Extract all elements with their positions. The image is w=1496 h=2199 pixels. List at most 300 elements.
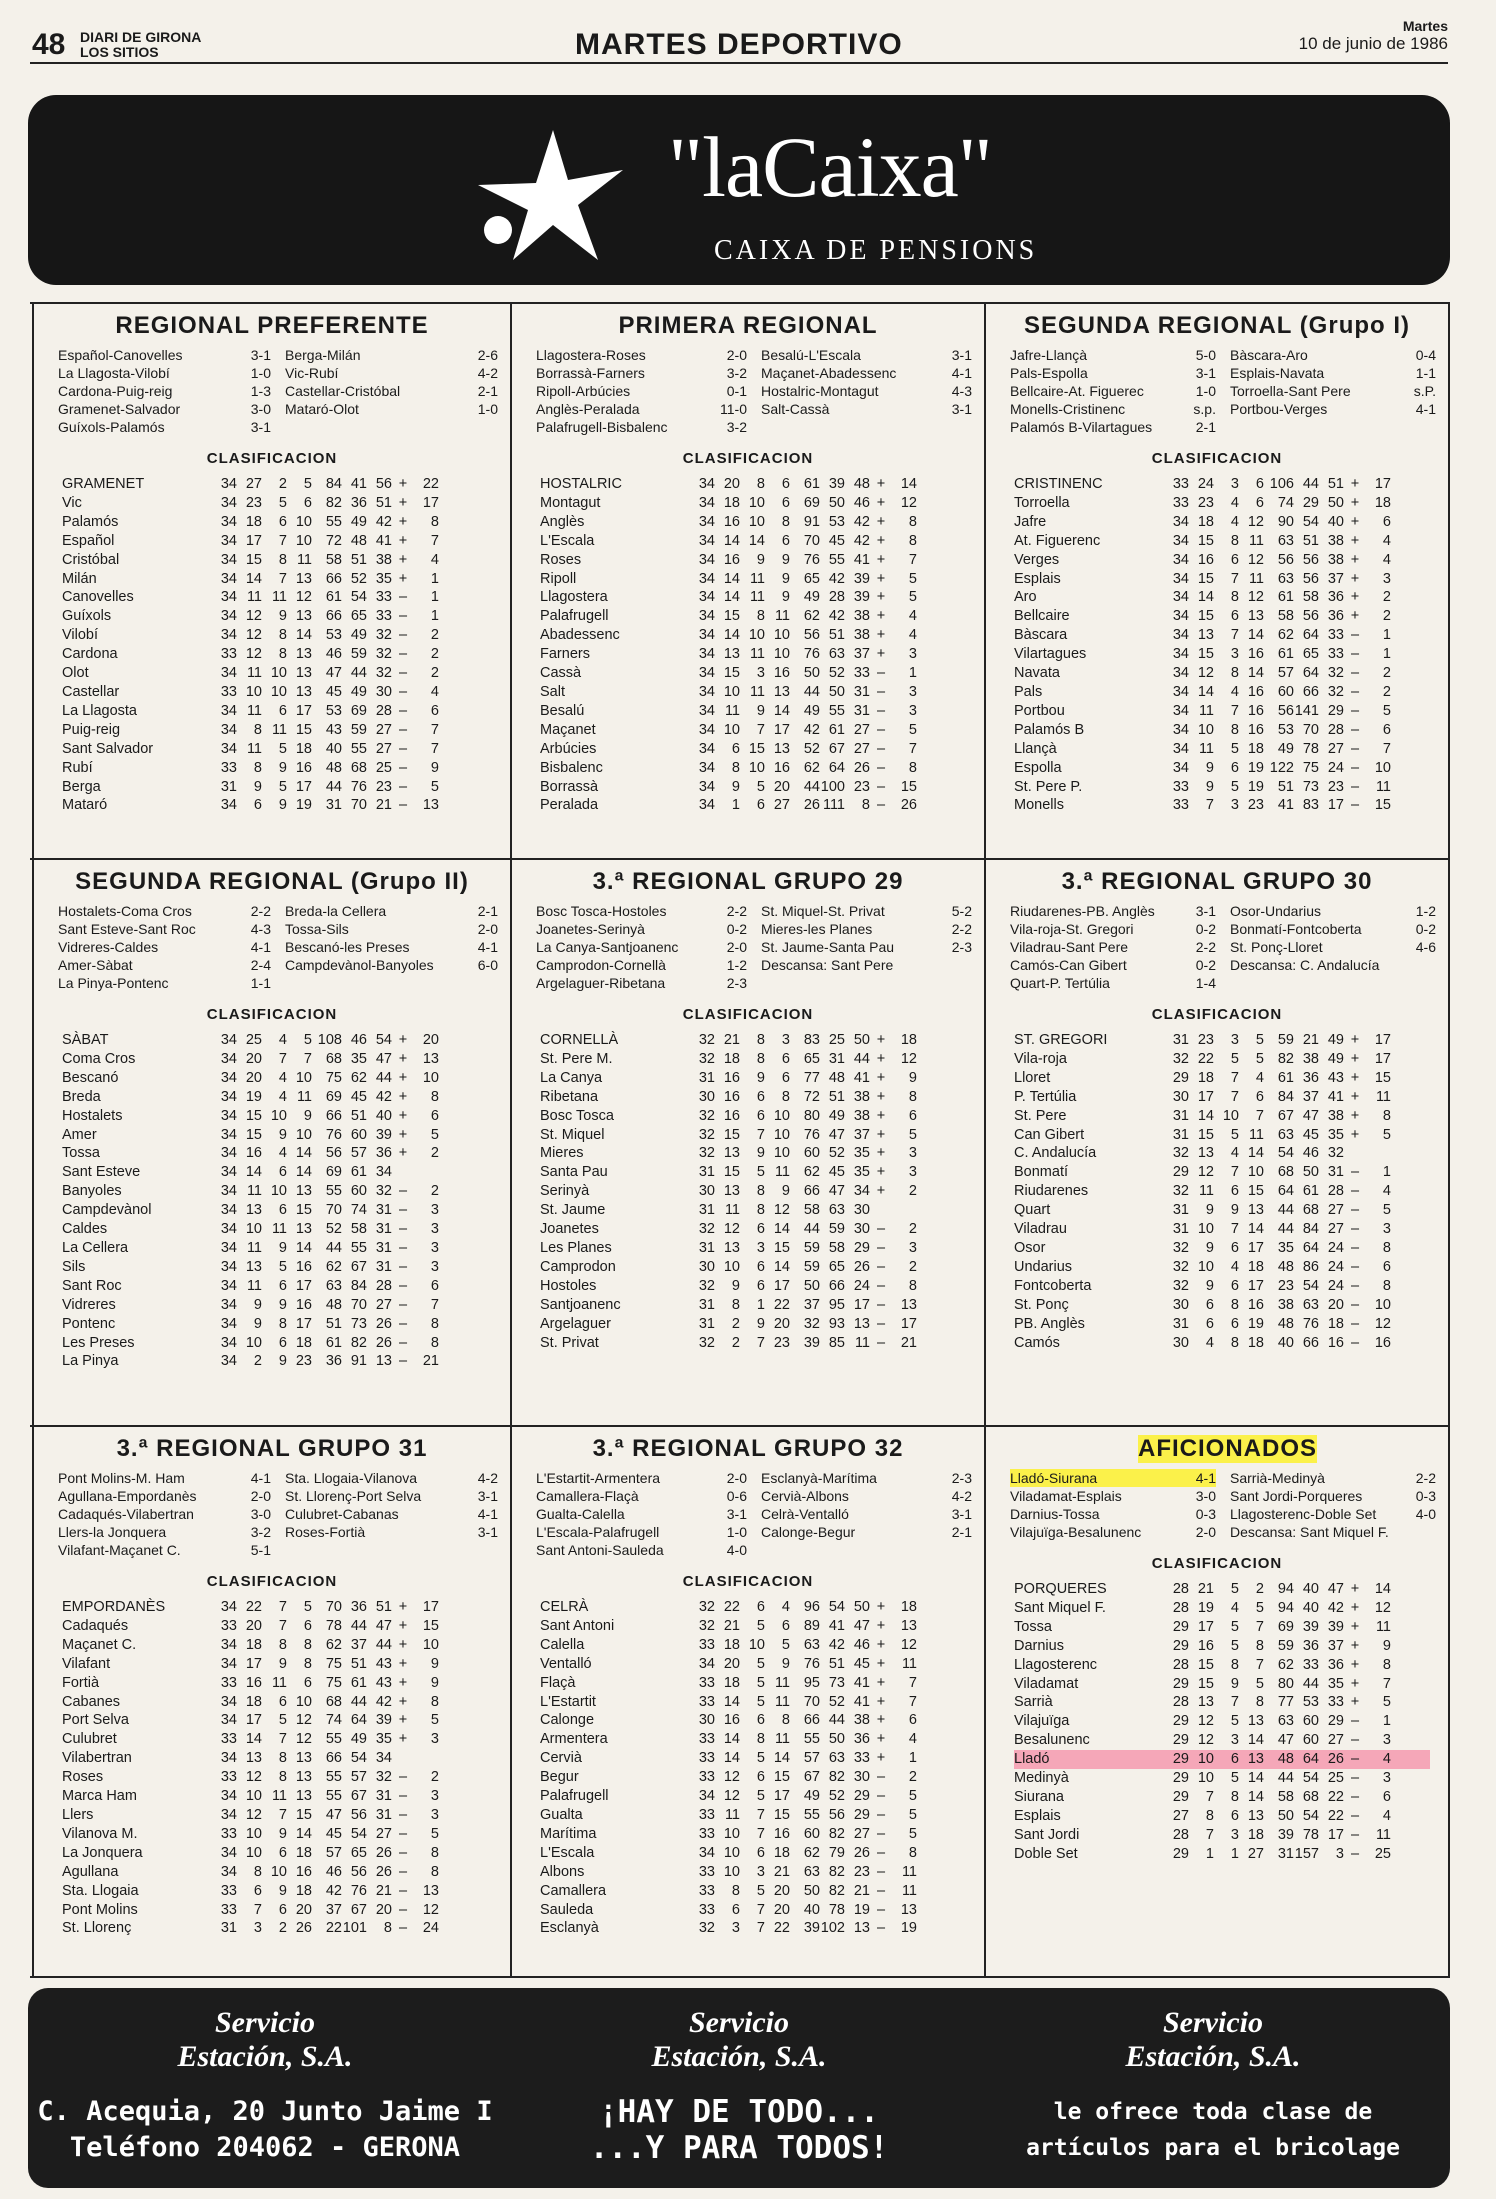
team-name: Llagosterenc [1014, 1656, 1098, 1673]
diff-value: 8 [908, 759, 917, 776]
won: 10 [1197, 1751, 1214, 1768]
won: 14 [1197, 683, 1214, 700]
drawn: 10 [270, 683, 287, 700]
points: 38 [853, 1088, 870, 1105]
match-result [285, 1505, 498, 1523]
table-row [1014, 1107, 1430, 1126]
diff-value: 7 [430, 532, 439, 549]
goals-against: 82 [828, 1769, 845, 1786]
ad-logo [976, 2006, 1450, 2074]
drawn: 5 [756, 1674, 765, 1691]
footer-column [502, 1988, 976, 2188]
match-teams: Portbou-Verges [1230, 401, 1328, 417]
table-row [540, 1693, 966, 1712]
goals-for: 47 [325, 665, 342, 682]
played: 34 [698, 740, 715, 757]
match-result [536, 1505, 747, 1523]
table-row [540, 1844, 966, 1863]
goals-for: 39 [1277, 1826, 1294, 1843]
team-name: Llers [62, 1806, 94, 1823]
table-row [62, 607, 492, 626]
diff-sign: – [1350, 1183, 1360, 1200]
won: 12 [723, 1221, 740, 1238]
won: 12 [245, 608, 262, 625]
table-row [1014, 1258, 1430, 1277]
won: 6 [253, 1882, 262, 1899]
played: 28 [1172, 1694, 1189, 1711]
points: 26 [375, 1863, 392, 1880]
match-result [761, 382, 972, 400]
diff-value: 15 [1374, 1069, 1391, 1086]
table-row [1014, 588, 1430, 607]
goals-for: 64 [1277, 1183, 1294, 1200]
won: 18 [723, 494, 740, 511]
team-name: La Canya [540, 1069, 603, 1086]
drawn: 6 [278, 1901, 287, 1918]
table-row [62, 740, 492, 759]
lost: 12 [773, 1202, 790, 1219]
drawn: 1 [1230, 1845, 1239, 1862]
points: 17 [1327, 1826, 1344, 1843]
team-name: Vilafant [62, 1655, 111, 1672]
clasificacion-heading: CLASIFICACION [1151, 450, 1283, 467]
drawn: 7 [278, 1806, 287, 1823]
played: 34 [698, 589, 715, 606]
team-name: Bescanó [62, 1069, 119, 1086]
team-name: Calella [540, 1636, 585, 1653]
diff-sign: – [398, 1844, 408, 1861]
table-row [540, 1863, 966, 1882]
standings-panel [36, 1429, 508, 1974]
played: 30 [1172, 1334, 1189, 1351]
issue-day: Martes [1402, 18, 1448, 34]
table-row [62, 513, 492, 532]
goals-for: 62 [803, 1844, 820, 1861]
drawn: 2 [278, 1920, 287, 1937]
points: 27 [375, 1825, 392, 1842]
match-result [1010, 1523, 1216, 1541]
team-name: Sant Antoni [540, 1617, 615, 1634]
diff-sign: – [1350, 1751, 1360, 1768]
table-row [540, 1201, 966, 1220]
diff-value: 11 [1375, 1088, 1391, 1105]
table-row [540, 1636, 966, 1655]
diff-value: 14 [900, 476, 917, 492]
diff-value: 10 [422, 1636, 439, 1653]
diff-sign: – [1350, 759, 1360, 776]
won: 9 [1205, 778, 1214, 795]
diff-sign: – [398, 702, 408, 719]
diff-sign: + [876, 1731, 886, 1748]
goals-against: 51 [828, 1088, 845, 1105]
diff-sign: – [1350, 1713, 1360, 1730]
played: 28 [1172, 1656, 1189, 1673]
goals-against: 54 [1302, 1807, 1319, 1824]
diff-value: 7 [908, 1674, 917, 1691]
table-row [1014, 1126, 1430, 1145]
goals-for: 22 [325, 1920, 342, 1937]
match-teams: Vila-roja-St. Gregori [1010, 921, 1134, 937]
diff-value: 21 [900, 1334, 917, 1351]
diff-value: 12 [900, 1050, 917, 1067]
played: 31 [698, 1296, 715, 1313]
team-name: Sant Salvador [62, 740, 154, 757]
goals-for: 106 [1269, 476, 1294, 492]
played: 29 [1172, 1732, 1189, 1749]
diff-value: 4 [908, 1731, 917, 1748]
grid-rule-right [1448, 302, 1450, 1978]
diff-value: 8 [430, 513, 439, 530]
table-row [62, 1296, 492, 1315]
played: 34 [220, 797, 237, 814]
match-result [1010, 974, 1216, 992]
diff-sign: + [1350, 1618, 1360, 1635]
match-teams: L'Escala-Palafrugell [536, 1524, 660, 1540]
goals-for: 45 [325, 683, 342, 700]
lost: 13 [295, 646, 312, 663]
drawn: 6 [756, 1277, 765, 1294]
played: 34 [220, 1353, 237, 1370]
points: 32 [375, 627, 392, 644]
match-score: 4-2 [477, 365, 498, 381]
diff-value: 21 [422, 1353, 439, 1370]
lost: 11 [1248, 570, 1264, 587]
goals-against: 44 [1302, 476, 1319, 492]
table-row [1014, 475, 1430, 494]
match-teams: Calonge-Begur [761, 1524, 856, 1540]
drawn: 9 [756, 551, 765, 568]
points: 38 [853, 1107, 870, 1124]
goals-for: 47 [1277, 1732, 1294, 1749]
goals-for: 65 [803, 570, 820, 587]
standings-table [988, 1031, 1446, 1352]
won: 22 [723, 1599, 740, 1615]
match-result [285, 974, 498, 992]
diff-value: 2 [430, 665, 439, 682]
drawn: 5 [756, 1788, 765, 1805]
played: 34 [698, 608, 715, 625]
diff-value: 8 [908, 1088, 917, 1105]
match-score: 2-0 [1195, 1524, 1216, 1540]
goals-against: 42 [828, 570, 845, 587]
diff-value: 8 [430, 1693, 439, 1710]
match-score: 0-1 [726, 383, 747, 399]
played: 34 [220, 1088, 237, 1105]
goals-against: 91 [350, 1353, 367, 1370]
goals-against: 44 [828, 1712, 845, 1729]
drawn: 9 [278, 797, 287, 814]
lost: 13 [1247, 1713, 1264, 1730]
lost: 13 [1247, 608, 1264, 625]
match-score: 4-3 [250, 921, 271, 937]
points: 28 [375, 702, 392, 719]
goals-against: 63 [1302, 1296, 1319, 1313]
ad-logo-line1: Servicio [215, 2006, 315, 2039]
match-teams: Pals-Espolla [1010, 365, 1088, 381]
diff-sign: + [876, 627, 886, 644]
won: 20 [245, 1050, 262, 1067]
played: 34 [220, 1050, 237, 1067]
match-teams: St. Llorenç-Port Selva [285, 1488, 422, 1504]
goals-for: 67 [1277, 1107, 1294, 1124]
table-row [62, 778, 492, 797]
drawn: 6 [756, 797, 765, 814]
points: 37 [1327, 570, 1344, 587]
drawn: 6 [1230, 551, 1239, 568]
drawn: 6 [1230, 1751, 1239, 1768]
won: 12 [245, 627, 262, 644]
match-teams: Viladamat-Esplais [1010, 1488, 1122, 1504]
match-result [58, 1505, 271, 1523]
points: 46 [853, 1636, 870, 1653]
diff-sign: + [876, 1617, 886, 1634]
played: 34 [698, 494, 715, 511]
diff-value: 2 [430, 1769, 439, 1786]
table-row [62, 1031, 492, 1050]
diff-sign: + [398, 1712, 408, 1729]
match-result [58, 1541, 271, 1559]
match-score: 2-2 [726, 903, 747, 919]
goals-for: 66 [325, 1750, 342, 1767]
goals-against: 46 [1302, 1145, 1319, 1162]
table-row [62, 1050, 492, 1069]
lost: 4 [781, 1599, 790, 1615]
goals-against: 47 [828, 1183, 845, 1200]
goals-for: 61 [1277, 646, 1294, 663]
goals-for: 76 [803, 1126, 820, 1143]
drawn: 4 [278, 1069, 287, 1086]
lost: 14 [1247, 1788, 1264, 1805]
lost: 20 [295, 1901, 312, 1918]
match-result [536, 1523, 747, 1541]
played: 32 [1172, 1258, 1189, 1275]
played: 30 [698, 1258, 715, 1275]
goals-against: 50 [828, 683, 845, 700]
table-row [1014, 1599, 1430, 1618]
table-row [62, 494, 492, 513]
match-score: 3-2 [250, 1524, 271, 1540]
won: 14 [723, 532, 740, 549]
standings-table [514, 475, 982, 815]
goals-against: 58 [350, 1221, 367, 1238]
table-row [540, 1182, 966, 1201]
goals-for: 65 [803, 1050, 820, 1067]
goals-for: 55 [325, 1788, 342, 1805]
goals-against: 33 [1302, 1656, 1319, 1673]
won: 21 [1197, 1581, 1214, 1597]
clasificacion-heading: CLASIFICACION [1151, 1555, 1283, 1572]
goals-for: 90 [1277, 513, 1294, 530]
diff-value: 4 [1382, 1807, 1391, 1824]
match-score: 2-0 [726, 1470, 747, 1486]
drawn: 4 [1230, 1145, 1239, 1162]
played: 33 [220, 1731, 237, 1748]
drawn: 11 [271, 1674, 287, 1691]
played: 33 [220, 1674, 237, 1691]
diff-sign: – [398, 1258, 408, 1275]
goals-against: 56 [1302, 570, 1319, 587]
drawn: 7 [1230, 1221, 1239, 1238]
diff-value: 5 [908, 1788, 917, 1805]
lost: 18 [295, 740, 312, 757]
match-score: 4-1 [951, 365, 972, 381]
table-row [540, 1617, 966, 1636]
table-row [62, 1730, 492, 1749]
diff-value: 10 [1374, 759, 1391, 776]
points: 36 [1327, 608, 1344, 625]
team-name: Peralada [540, 797, 599, 814]
results-list [36, 1463, 508, 1559]
won: 17 [245, 532, 262, 549]
match-teams: St. Jaume-Santa Pau [761, 939, 895, 955]
match-teams: Bescanó-les Preses [285, 939, 410, 955]
diff-value: 4 [1382, 1751, 1391, 1768]
lost: 14 [1247, 1770, 1264, 1787]
table-row [1014, 1712, 1430, 1731]
match-teams: Monells-Cristinenc [1010, 401, 1126, 417]
goals-against: 73 [828, 1674, 845, 1691]
diff-sign: + [398, 1693, 408, 1710]
match-score: 1-4 [1195, 975, 1216, 991]
diff-sign: + [876, 608, 886, 625]
diff-value: 3 [430, 1731, 439, 1748]
lost: 17 [773, 721, 790, 738]
played: 34 [220, 665, 237, 682]
team-name: Lladó [1014, 1751, 1050, 1768]
drawn: 8 [1230, 1656, 1239, 1673]
match-score: 2-1 [951, 1524, 972, 1540]
match-teams: St. Miquel-St. Privat [761, 903, 885, 919]
team-name: St. Privat [540, 1334, 599, 1351]
goals-against: 51 [350, 1107, 367, 1124]
played: 33 [1172, 494, 1189, 511]
diff-value: 13 [422, 1882, 439, 1899]
points: 41 [853, 1674, 870, 1691]
table-row [62, 1088, 492, 1107]
points: 37 [853, 1126, 870, 1143]
goals-against: 101 [342, 1920, 367, 1937]
table-row [62, 551, 492, 570]
lost: 20 [773, 1882, 790, 1899]
match-teams: Llagostera-Roses [536, 347, 646, 363]
goals-for: 59 [803, 1258, 820, 1275]
match-teams: La Pinya-Pontenc [58, 975, 169, 991]
team-name: Vila-roja [1014, 1050, 1067, 1067]
match-score: 3-1 [477, 1488, 498, 1504]
team-name: Olot [62, 665, 89, 682]
match-result [285, 956, 498, 974]
diff-sign: + [1350, 1675, 1360, 1692]
goals-for: 63 [1277, 532, 1294, 549]
diff-value: 4 [908, 627, 917, 644]
won: 8 [1205, 1807, 1214, 1824]
drawn: 8 [1230, 1334, 1239, 1351]
diff-sign: + [1350, 608, 1360, 625]
goals-against: 76 [1302, 1315, 1319, 1332]
points: 23 [853, 1863, 870, 1880]
table-row [540, 513, 966, 532]
diff-value: 5 [908, 1825, 917, 1842]
goals-against: 44 [350, 1693, 367, 1710]
won: 23 [1197, 494, 1214, 511]
goals-for: 94 [1277, 1599, 1294, 1616]
goals-against: 51 [828, 1655, 845, 1672]
table-row [62, 1126, 492, 1145]
lost: 20 [773, 1315, 790, 1332]
lost: 12 [295, 1731, 312, 1748]
goals-for: 47 [325, 1806, 342, 1823]
played: 34 [220, 1069, 237, 1086]
table-row [540, 721, 966, 740]
goals-against: 45 [1302, 1126, 1319, 1143]
played: 34 [698, 513, 715, 530]
diff-value: 4 [908, 608, 917, 625]
won: 9 [253, 778, 262, 795]
lost: 13 [295, 1221, 312, 1238]
won: 27 [245, 476, 262, 492]
goals-against: 55 [350, 1239, 367, 1256]
points: 37 [853, 646, 870, 663]
diff-value: 3 [908, 1145, 917, 1162]
drawn: 14 [748, 532, 765, 549]
table-row [1014, 1163, 1430, 1182]
team-name: Sauleda [540, 1901, 594, 1918]
goals-against: 25 [828, 1032, 845, 1048]
drawn: 8 [278, 1315, 287, 1332]
team-name: La Cellera [62, 1239, 129, 1256]
goals-for: 48 [325, 1296, 342, 1313]
match-result [1230, 1469, 1436, 1487]
drawn: 9 [278, 1882, 287, 1899]
lost: 18 [1247, 1258, 1264, 1275]
goals-against: 52 [828, 1788, 845, 1805]
diff-value: 2 [1382, 608, 1391, 625]
drawn: 6 [756, 1712, 765, 1729]
won: 9 [253, 1315, 262, 1332]
drawn: 4 [278, 1145, 287, 1162]
team-name: Joanetes [540, 1221, 599, 1238]
panel-title: 3.ª REGIONAL GRUPO 29 [592, 868, 904, 895]
goals-for: 80 [803, 1107, 820, 1124]
table-row [1014, 1031, 1430, 1050]
publication-title: DIARI DE GIRONA [80, 29, 202, 45]
table-row [1014, 1277, 1430, 1296]
won: 18 [723, 1674, 740, 1691]
won: 14 [723, 1731, 740, 1748]
lost: 14 [295, 627, 312, 644]
match-result [58, 938, 271, 956]
diff-value: 26 [900, 797, 917, 814]
won: 13 [723, 1183, 740, 1200]
won: 16 [723, 513, 740, 530]
goals-against: 53 [1302, 1694, 1319, 1711]
lost: 20 [773, 778, 790, 795]
drawn: 9 [278, 1353, 287, 1370]
drawn: 7 [756, 1806, 765, 1823]
lost: 12 [295, 1712, 312, 1729]
panel-title: REGIONAL PREFERENTE [115, 312, 429, 339]
diff-sign: + [876, 1636, 886, 1653]
team-name: Sant Miquel F. [1014, 1599, 1106, 1616]
played: 34 [220, 1788, 237, 1805]
points: 38 [1327, 1107, 1344, 1124]
match-score: 6-0 [477, 957, 498, 973]
drawn: 9 [278, 1655, 287, 1672]
team-name: Roses [540, 551, 582, 568]
match-teams: Bellcaire-At. Figuerec [1010, 383, 1144, 399]
team-name: St. Llorenç [62, 1920, 132, 1937]
won: 15 [1197, 1126, 1214, 1143]
